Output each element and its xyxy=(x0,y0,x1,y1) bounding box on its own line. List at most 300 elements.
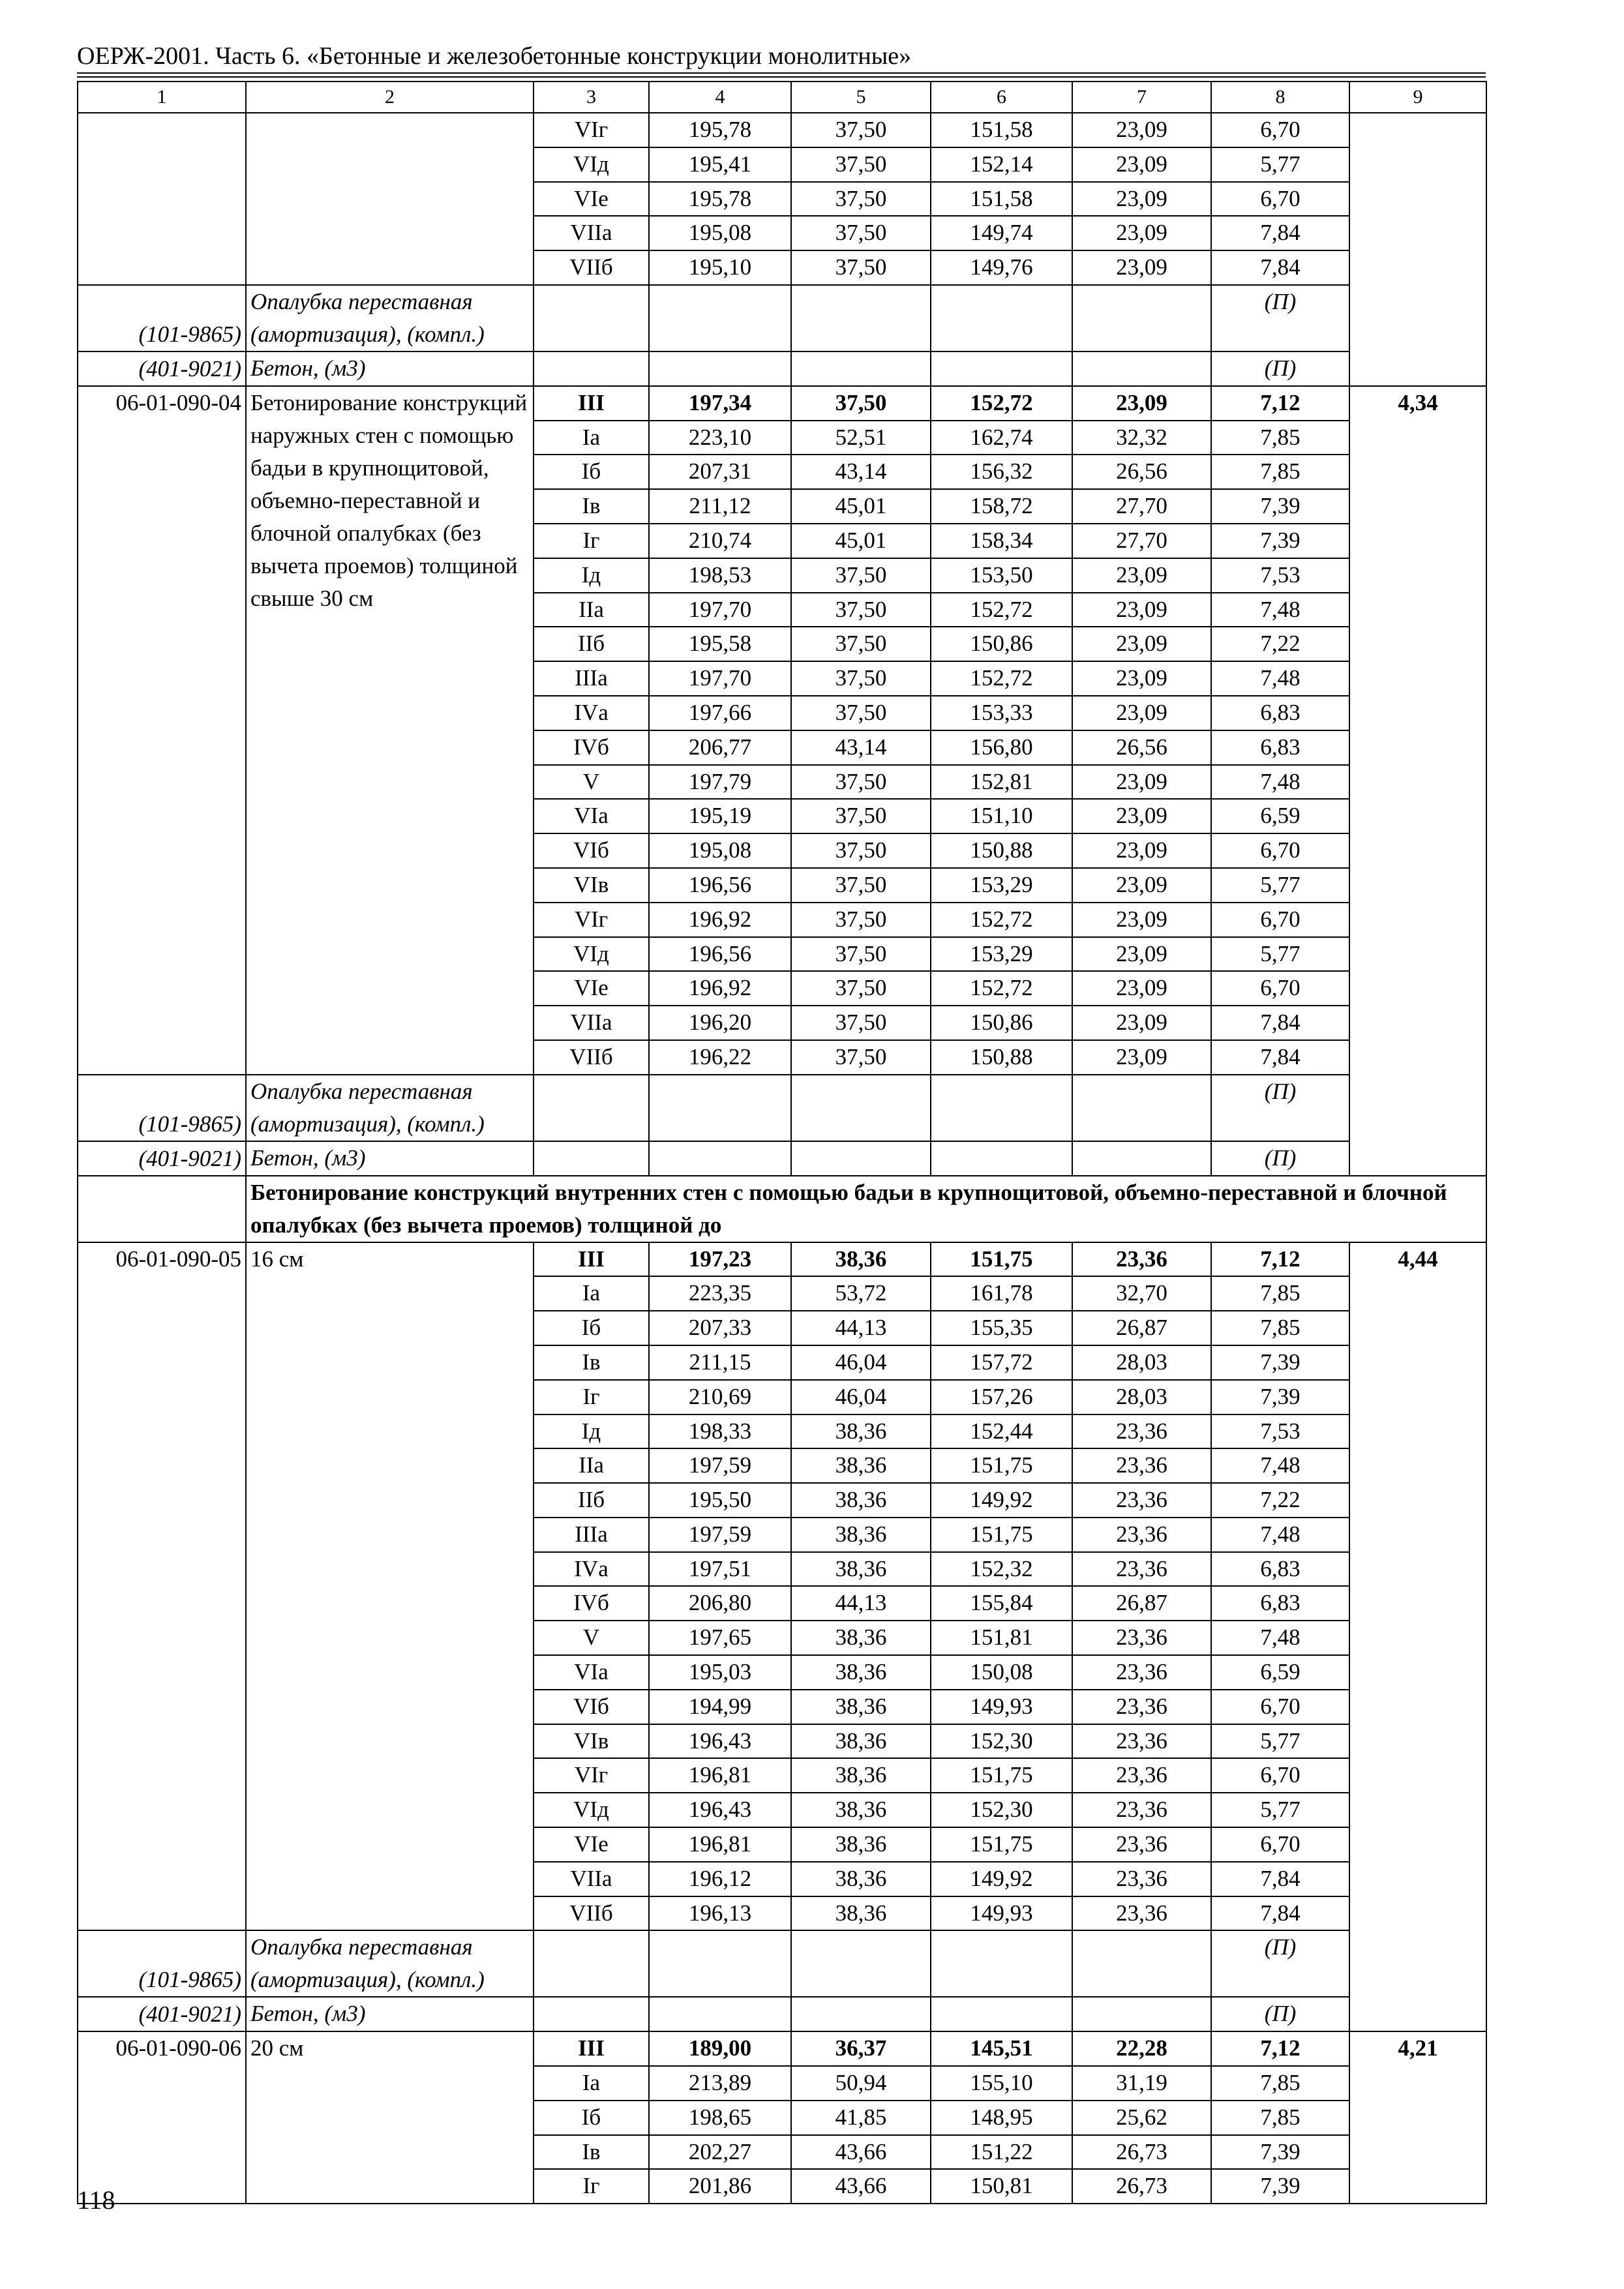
total-cell xyxy=(1349,113,1486,386)
value-cell-col7: 27,70 xyxy=(1072,524,1211,558)
material-code: (401-9021) xyxy=(78,1141,246,1176)
value-cell-col4: 195,03 xyxy=(649,1655,791,1690)
value-cell-col7: 23,09 xyxy=(1072,765,1211,800)
value-cell-col7: 28,03 xyxy=(1072,1380,1211,1414)
value-cell-col6: 155,35 xyxy=(931,1311,1072,1345)
empty-cell xyxy=(931,285,1072,352)
value-cell-col8: 5,77 xyxy=(1211,147,1349,182)
value-cell-col5: 37,50 xyxy=(791,903,931,937)
value-cell-col5: 38,36 xyxy=(791,1448,931,1483)
value-cell-col6: 151,75 xyxy=(931,1242,1072,1277)
column-number-1: 1 xyxy=(78,82,246,113)
value-cell-col8: 7,85 xyxy=(1211,2101,1349,2135)
value-cell-col4: 195,10 xyxy=(649,250,791,285)
empty-cell xyxy=(791,1075,931,1141)
zone-cell: VIд xyxy=(534,1793,649,1827)
value-cell-col7: 23,36 xyxy=(1072,1448,1211,1483)
value-cell-col6: 152,32 xyxy=(931,1552,1072,1587)
value-cell-col8: 7,85 xyxy=(1211,421,1349,455)
value-cell-col8: 7,84 xyxy=(1211,216,1349,250)
value-cell-col5: 36,37 xyxy=(791,2031,931,2066)
value-cell-col6: 155,10 xyxy=(931,2066,1072,2101)
value-cell-col8: 6,70 xyxy=(1211,1690,1349,1724)
empty-cell xyxy=(1072,1930,1211,1997)
value-cell-col6: 150,86 xyxy=(931,1006,1072,1040)
value-cell-col4: 197,59 xyxy=(649,1448,791,1483)
empty-cell xyxy=(1072,1075,1211,1141)
zone-cell: VIе xyxy=(534,971,649,1006)
zone-cell: Iг xyxy=(534,1380,649,1414)
value-cell-col7: 23,09 xyxy=(1072,971,1211,1006)
value-cell-col8: 7,39 xyxy=(1211,2169,1349,2204)
value-cell-col6: 161,78 xyxy=(931,1276,1072,1311)
value-cell-col6: 151,75 xyxy=(931,1448,1072,1483)
value-cell-col6: 157,26 xyxy=(931,1380,1072,1414)
value-cell-col5: 44,13 xyxy=(791,1586,931,1621)
material-row xyxy=(78,285,1486,352)
value-cell-col6: 150,08 xyxy=(931,1655,1072,1690)
material-name: Бетон, (м3) xyxy=(246,352,534,386)
value-cell-col5: 44,13 xyxy=(791,1311,931,1345)
value-cell-col8: 6,59 xyxy=(1211,799,1349,833)
zone-cell: Iг xyxy=(534,524,649,558)
value-cell-col4: 196,81 xyxy=(649,1758,791,1793)
value-cell-col5: 37,50 xyxy=(791,1006,931,1040)
value-cell-col5: 37,50 xyxy=(791,627,931,661)
zone-cell: VIв xyxy=(534,868,649,903)
empty-cell xyxy=(534,1930,649,1997)
empty-cell xyxy=(931,1075,1072,1141)
value-cell-col4: 196,56 xyxy=(649,868,791,903)
blank-cell xyxy=(246,113,534,285)
zone-cell: III xyxy=(534,1242,649,1277)
value-cell-col6: 151,75 xyxy=(931,1758,1072,1793)
value-cell-col8: 7,84 xyxy=(1211,1040,1349,1075)
value-cell-col8: 7,84 xyxy=(1211,250,1349,285)
value-cell-col8: 7,53 xyxy=(1211,558,1349,593)
value-cell-col7: 23,09 xyxy=(1072,386,1211,421)
value-cell-col8: 6,83 xyxy=(1211,730,1349,765)
value-cell-col5: 38,36 xyxy=(791,1896,931,1931)
value-cell-col4: 206,77 xyxy=(649,730,791,765)
zone-cell: IVа xyxy=(534,1552,649,1587)
section-header-row xyxy=(78,1176,1486,1242)
value-cell-col6: 153,29 xyxy=(931,937,1072,972)
value-cell-col4: 196,13 xyxy=(649,1896,791,1931)
norm-description: Бетонирование конструкций наружных стен с помощью бадьи в крупнощитовой, объемно-переставной и блочной опалубках (без вычета проемов) толщиной свыше 30 см xyxy=(246,386,534,1075)
value-cell-col6: 152,72 xyxy=(931,386,1072,421)
value-cell-col4: 196,12 xyxy=(649,1862,791,1896)
value-cell-col6: 151,75 xyxy=(931,1518,1072,1552)
value-cell-col6: 162,74 xyxy=(931,421,1072,455)
material-name: Опалубка переставная (амортизация), (компл.) xyxy=(246,1075,534,1141)
value-cell-col5: 37,50 xyxy=(791,250,931,285)
value-cell-col7: 23,09 xyxy=(1072,937,1211,972)
value-cell-col6: 158,34 xyxy=(931,524,1072,558)
value-cell-col7: 25,62 xyxy=(1072,2101,1211,2135)
value-cell-col8: 7,84 xyxy=(1211,1862,1349,1896)
value-cell-col4: 206,80 xyxy=(649,1586,791,1621)
zone-cell: VIд xyxy=(534,937,649,972)
value-cell-col4: 197,65 xyxy=(649,1621,791,1655)
value-cell-col4: 197,51 xyxy=(649,1552,791,1587)
zone-cell: IIа xyxy=(534,593,649,627)
zone-cell: VIе xyxy=(534,1827,649,1862)
material-name: Бетон, (м3) xyxy=(246,1141,534,1176)
value-cell-col7: 26,73 xyxy=(1072,2135,1211,2170)
value-cell-col7: 23,36 xyxy=(1072,1518,1211,1552)
value-cell-col6: 153,29 xyxy=(931,868,1072,903)
empty-cell xyxy=(791,352,931,386)
norm-code: 06-01-090-05 xyxy=(78,1242,246,1931)
value-cell-col8: 6,70 xyxy=(1211,903,1349,937)
value-cell-col4: 196,56 xyxy=(649,937,791,972)
value-cell-col4: 197,79 xyxy=(649,765,791,800)
value-cell-col4: 198,53 xyxy=(649,558,791,593)
zone-cell: VIIа xyxy=(534,1006,649,1040)
value-cell-col4: 195,58 xyxy=(649,627,791,661)
value-cell-col8: 7,84 xyxy=(1211,1896,1349,1931)
norm-description: 16 см xyxy=(246,1242,534,1931)
value-cell-col7: 26,56 xyxy=(1072,455,1211,489)
empty-cell xyxy=(931,352,1072,386)
value-cell-col7: 23,09 xyxy=(1072,147,1211,182)
material-code: (101-9865) xyxy=(78,1075,246,1141)
value-cell-col8: 6,70 xyxy=(1211,971,1349,1006)
value-cell-col8: 6,70 xyxy=(1211,113,1349,147)
zone-cell: Iд xyxy=(534,1414,649,1449)
value-cell-col5: 37,50 xyxy=(791,661,931,696)
blank-cell xyxy=(78,113,246,285)
zone-cell: VIIа xyxy=(534,216,649,250)
empty-cell xyxy=(1072,352,1211,386)
value-cell-col7: 23,09 xyxy=(1072,558,1211,593)
value-cell-col7: 26,73 xyxy=(1072,2169,1211,2204)
value-cell-col8: 7,85 xyxy=(1211,1311,1349,1345)
value-cell-col7: 23,09 xyxy=(1072,799,1211,833)
value-cell-col6: 152,30 xyxy=(931,1793,1072,1827)
value-cell-col8: 6,83 xyxy=(1211,1552,1349,1587)
value-cell-col5: 53,72 xyxy=(791,1276,931,1311)
value-cell-col8: 7,48 xyxy=(1211,593,1349,627)
zone-cell: Iб xyxy=(534,455,649,489)
zone-cell: Iа xyxy=(534,2066,649,2101)
value-cell-col4: 197,34 xyxy=(649,386,791,421)
value-cell-col5: 37,50 xyxy=(791,765,931,800)
zone-cell: V xyxy=(534,765,649,800)
empty-cell xyxy=(649,1141,791,1176)
value-cell-col6: 152,14 xyxy=(931,147,1072,182)
material-name: Бетон, (м3) xyxy=(246,1997,534,2031)
value-cell-col6: 151,10 xyxy=(931,799,1072,833)
value-cell-col4: 211,12 xyxy=(649,489,791,524)
value-cell-col4: 197,23 xyxy=(649,1242,791,1277)
value-cell-col4: 196,81 xyxy=(649,1827,791,1862)
value-cell-col8: 7,48 xyxy=(1211,765,1349,800)
material-name: Опалубка переставная (амортизация), (компл.) xyxy=(246,1930,534,1997)
value-cell-col5: 38,36 xyxy=(791,1518,931,1552)
value-cell-col6: 152,44 xyxy=(931,1414,1072,1449)
value-cell-col7: 23,09 xyxy=(1072,182,1211,217)
value-cell-col6: 150,81 xyxy=(931,2169,1072,2204)
zone-cell: V xyxy=(534,1621,649,1655)
value-cell-col7: 22,28 xyxy=(1072,2031,1211,2066)
empty-cell xyxy=(1072,1997,1211,2031)
zone-cell: VIIб xyxy=(534,1040,649,1075)
value-cell-col4: 201,86 xyxy=(649,2169,791,2204)
value-cell-col6: 149,93 xyxy=(931,1896,1072,1931)
value-cell-col7: 23,09 xyxy=(1072,216,1211,250)
material-row xyxy=(78,1930,1486,1997)
material-row xyxy=(78,1997,1486,2031)
value-cell-col5: 37,50 xyxy=(791,113,931,147)
zone-cell: Iа xyxy=(534,421,649,455)
value-cell-col4: 196,43 xyxy=(649,1793,791,1827)
value-cell-col5: 37,50 xyxy=(791,937,931,972)
value-cell-col6: 153,50 xyxy=(931,558,1072,593)
value-cell-col7: 27,70 xyxy=(1072,489,1211,524)
value-cell-col7: 23,36 xyxy=(1072,1483,1211,1518)
value-cell-col7: 23,36 xyxy=(1072,1793,1211,1827)
material-unit: (П) xyxy=(1211,352,1349,386)
value-cell-col7: 23,36 xyxy=(1072,1414,1211,1449)
value-cell-col7: 23,09 xyxy=(1072,833,1211,868)
value-cell-col6: 151,81 xyxy=(931,1621,1072,1655)
value-cell-col6: 148,95 xyxy=(931,2101,1072,2135)
empty-cell xyxy=(791,1930,931,1997)
value-cell-col6: 149,92 xyxy=(931,1483,1072,1518)
value-cell-col6: 150,88 xyxy=(931,1040,1072,1075)
empty-cell xyxy=(931,1930,1072,1997)
material-unit: (П) xyxy=(1211,1141,1349,1176)
value-cell-col4: 195,50 xyxy=(649,1483,791,1518)
value-cell-col5: 45,01 xyxy=(791,524,931,558)
zone-cell: Iд xyxy=(534,558,649,593)
value-cell-col8: 6,70 xyxy=(1211,833,1349,868)
column-number-6: 6 xyxy=(931,82,1072,113)
empty-cell xyxy=(931,1997,1072,2031)
value-cell-col5: 52,51 xyxy=(791,421,931,455)
value-cell-col4: 197,70 xyxy=(649,661,791,696)
value-cell-col5: 38,36 xyxy=(791,1862,931,1896)
value-cell-col4: 195,41 xyxy=(649,147,791,182)
empty-cell xyxy=(534,285,649,352)
value-cell-col4: 194,99 xyxy=(649,1690,791,1724)
value-cell-col5: 38,36 xyxy=(791,1655,931,1690)
page-number: 118 xyxy=(77,2185,115,2215)
value-cell-col5: 41,85 xyxy=(791,2101,931,2135)
value-cell-col7: 23,36 xyxy=(1072,1758,1211,1793)
zone-cell: IVб xyxy=(534,730,649,765)
zone-cell: IIIа xyxy=(534,661,649,696)
value-cell-col8: 5,77 xyxy=(1211,1793,1349,1827)
column-number-8: 8 xyxy=(1211,82,1349,113)
material-code: (401-9021) xyxy=(78,1997,246,2031)
empty-cell xyxy=(649,352,791,386)
value-cell-col5: 46,04 xyxy=(791,1345,931,1380)
zone-cell: Iб xyxy=(534,1311,649,1345)
value-cell-col5: 37,50 xyxy=(791,799,931,833)
section-title: Бетонирование конструкций внутренних стен с помощью бадьи в крупнощитовой, объемно-переставной и блочной опалубках (без вычета проемов) толщиной до xyxy=(246,1176,1486,1242)
material-code: (101-9865) xyxy=(78,1930,246,1997)
value-cell-col4: 196,43 xyxy=(649,1724,791,1759)
value-cell-col4: 196,92 xyxy=(649,971,791,1006)
zone-cell: III xyxy=(534,2031,649,2066)
value-cell-col5: 38,36 xyxy=(791,1483,931,1518)
page-header: ОЕРЖ-2001. Часть 6. «Бетонные и железобетонные конструкции монолитные» xyxy=(77,42,912,70)
column-number-3: 3 xyxy=(534,82,649,113)
value-cell-col7: 23,36 xyxy=(1072,1690,1211,1724)
zone-cell: VIд xyxy=(534,147,649,182)
zone-cell: VIе xyxy=(534,182,649,217)
material-code: (401-9021) xyxy=(78,352,246,386)
value-cell-col7: 31,19 xyxy=(1072,2066,1211,2101)
zone-cell: Iв xyxy=(534,2135,649,2170)
value-cell-col5: 45,01 xyxy=(791,489,931,524)
value-cell-col4: 189,00 xyxy=(649,2031,791,2066)
total-cell: 4,34 xyxy=(1349,386,1486,1176)
value-cell-col5: 37,50 xyxy=(791,696,931,730)
value-cell-col8: 6,83 xyxy=(1211,696,1349,730)
value-cell-col4: 207,31 xyxy=(649,455,791,489)
value-cell-col6: 152,72 xyxy=(931,593,1072,627)
value-cell-col6: 151,58 xyxy=(931,113,1072,147)
value-cell-col6: 149,93 xyxy=(931,1690,1072,1724)
empty-cell xyxy=(791,1141,931,1176)
material-code: (101-9865) xyxy=(78,285,246,352)
value-cell-col8: 5,77 xyxy=(1211,868,1349,903)
value-cell-col8: 7,12 xyxy=(1211,1242,1349,1277)
value-cell-col4: 195,78 xyxy=(649,182,791,217)
value-cell-col4: 196,22 xyxy=(649,1040,791,1075)
zone-cell: VIг xyxy=(534,903,649,937)
zone-cell: VIг xyxy=(534,113,649,147)
value-cell-col6: 158,72 xyxy=(931,489,1072,524)
zone-cell: Iв xyxy=(534,489,649,524)
zone-cell: VIв xyxy=(534,1724,649,1759)
value-cell-col8: 7,12 xyxy=(1211,386,1349,421)
value-cell-col7: 23,09 xyxy=(1072,1040,1211,1075)
value-cell-col5: 37,50 xyxy=(791,593,931,627)
material-unit: (П) xyxy=(1211,285,1349,352)
value-cell-col7: 28,03 xyxy=(1072,1345,1211,1380)
value-cell-col8: 7,22 xyxy=(1211,627,1349,661)
value-cell-col4: 197,70 xyxy=(649,593,791,627)
value-cell-col6: 145,51 xyxy=(931,2031,1072,2066)
empty-cell xyxy=(791,1997,931,2031)
value-cell-col5: 37,50 xyxy=(791,182,931,217)
table-row xyxy=(78,113,1486,147)
value-cell-col6: 152,72 xyxy=(931,661,1072,696)
empty-cell xyxy=(931,1141,1072,1176)
value-cell-col7: 23,09 xyxy=(1072,696,1211,730)
value-cell-col4: 197,66 xyxy=(649,696,791,730)
value-cell-col6: 153,33 xyxy=(931,696,1072,730)
column-number-row xyxy=(78,82,1486,113)
value-cell-col5: 43,66 xyxy=(791,2169,931,2204)
value-cell-col8: 7,84 xyxy=(1211,1006,1349,1040)
value-cell-col6: 152,72 xyxy=(931,903,1072,937)
value-cell-col6: 151,58 xyxy=(931,182,1072,217)
material-row xyxy=(78,1075,1486,1141)
norm-code: 06-01-090-04 xyxy=(78,386,246,1075)
value-cell-col7: 23,09 xyxy=(1072,593,1211,627)
value-cell-col7: 26,87 xyxy=(1072,1311,1211,1345)
zone-cell: Iв xyxy=(534,1345,649,1380)
value-cell-col8: 7,48 xyxy=(1211,1621,1349,1655)
zone-cell: IIа xyxy=(534,1448,649,1483)
value-cell-col6: 156,80 xyxy=(931,730,1072,765)
material-row xyxy=(78,352,1486,386)
value-cell-col5: 38,36 xyxy=(791,1690,931,1724)
empty-cell xyxy=(534,1075,649,1141)
value-cell-col8: 6,70 xyxy=(1211,182,1349,217)
zone-cell: VIб xyxy=(534,1690,649,1724)
value-cell-col4: 223,10 xyxy=(649,421,791,455)
zone-cell: VIIб xyxy=(534,1896,649,1931)
zone-cell: III xyxy=(534,386,649,421)
zone-cell: VIа xyxy=(534,1655,649,1690)
header-rule xyxy=(77,72,1486,74)
value-cell-col4: 195,08 xyxy=(649,216,791,250)
empty-cell xyxy=(534,1141,649,1176)
value-cell-col5: 38,36 xyxy=(791,1552,931,1587)
value-cell-col5: 38,36 xyxy=(791,1242,931,1277)
value-cell-col5: 38,36 xyxy=(791,1414,931,1449)
value-cell-col4: 210,69 xyxy=(649,1380,791,1414)
empty-cell xyxy=(534,1997,649,2031)
value-cell-col8: 7,53 xyxy=(1211,1414,1349,1449)
value-cell-col8: 7,48 xyxy=(1211,1448,1349,1483)
value-cell-col6: 157,72 xyxy=(931,1345,1072,1380)
empty-cell xyxy=(649,1075,791,1141)
value-cell-col5: 37,50 xyxy=(791,1040,931,1075)
table-row xyxy=(78,386,1486,421)
value-cell-col8: 7,39 xyxy=(1211,1380,1349,1414)
value-cell-col8: 7,48 xyxy=(1211,661,1349,696)
empty-cell xyxy=(78,1176,246,1242)
value-cell-col7: 32,70 xyxy=(1072,1276,1211,1311)
table-body xyxy=(78,82,1486,2204)
material-name: Опалубка переставная (амортизация), (компл.) xyxy=(246,285,534,352)
zone-cell: Iг xyxy=(534,2169,649,2204)
value-cell-col7: 23,36 xyxy=(1072,1242,1211,1277)
value-cell-col4: 198,65 xyxy=(649,2101,791,2135)
norm-code: 06-01-090-06 xyxy=(78,2031,246,2204)
material-unit: (П) xyxy=(1211,1997,1349,2031)
value-cell-col7: 23,36 xyxy=(1072,1724,1211,1759)
value-cell-col8: 7,85 xyxy=(1211,455,1349,489)
empty-cell xyxy=(649,1997,791,2031)
value-cell-col7: 23,09 xyxy=(1072,250,1211,285)
value-cell-col7: 23,09 xyxy=(1072,113,1211,147)
value-cell-col7: 32,32 xyxy=(1072,421,1211,455)
value-cell-col5: 37,50 xyxy=(791,558,931,593)
zone-cell: VIг xyxy=(534,1758,649,1793)
value-cell-col5: 38,36 xyxy=(791,1724,931,1759)
value-cell-col4: 207,33 xyxy=(649,1311,791,1345)
value-cell-col4: 223,35 xyxy=(649,1276,791,1311)
value-cell-col5: 37,50 xyxy=(791,833,931,868)
value-cell-col8: 7,85 xyxy=(1211,2066,1349,2101)
empty-cell xyxy=(649,1930,791,1997)
value-cell-col5: 50,94 xyxy=(791,2066,931,2101)
norm-description: 20 см xyxy=(246,2031,534,2204)
value-cell-col8: 6,83 xyxy=(1211,1586,1349,1621)
value-cell-col8: 7,85 xyxy=(1211,1276,1349,1311)
value-cell-col8: 6,59 xyxy=(1211,1655,1349,1690)
zone-cell: IIIа xyxy=(534,1518,649,1552)
